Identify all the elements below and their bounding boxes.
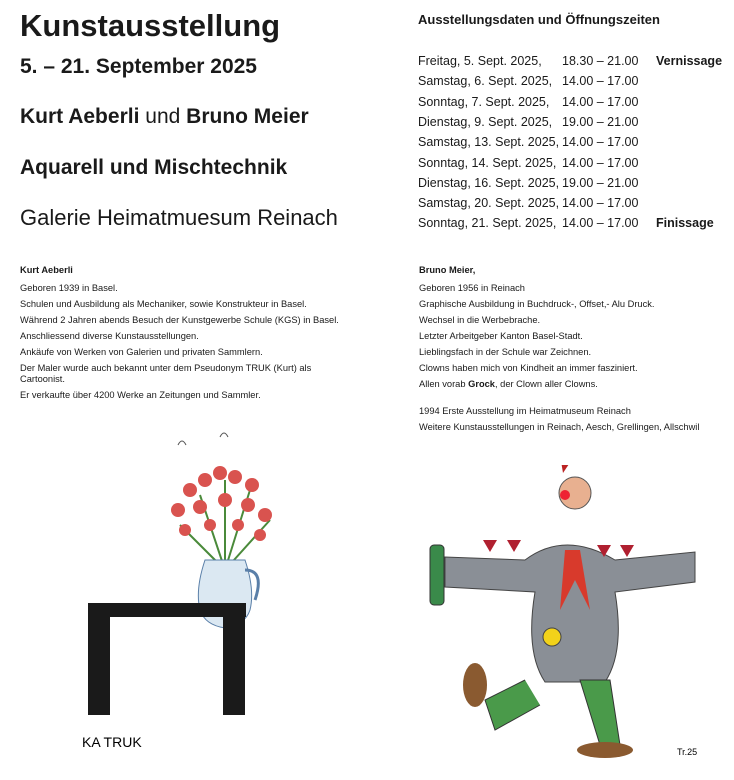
bio-line: Wechsel in die Werbebrache.: [419, 315, 541, 325]
schedule-time: 14.00 – 17.00: [562, 74, 639, 89]
exhibition-dates: 5. – 21. September 2025: [20, 55, 257, 78]
bio-line: Geboren 1939 in Basel.: [20, 283, 118, 293]
schedule-heading: Ausstellungsdaten und Öffnungszeiten: [418, 12, 660, 27]
bio-kurt: [20, 265, 340, 406]
schedule-time: 14.00 – 17.00: [562, 94, 639, 109]
clown-illustration: [415, 465, 715, 775]
schedule-date: Samstag, 20. Sept. 2025,: [418, 196, 560, 211]
signature-clown: Tr.25: [677, 747, 698, 757]
bio-line: Anschliessend diverse Kunstausstellungen.: [20, 331, 199, 341]
bio-line: Letzter Arbeitgeber Kanton Basel-Stadt.: [419, 331, 583, 341]
technique: Aquarell und Mischtechnik: [20, 156, 288, 179]
schedule-time: 14.00 – 17.00: [562, 135, 639, 150]
bio-line: Geboren 1956 in Reinach: [419, 283, 525, 293]
schedule-date: Dienstag, 9. Sept. 2025,: [418, 114, 553, 129]
schedule-note: Finissage: [656, 216, 714, 231]
bio-name: Bruno Meier,: [419, 265, 476, 275]
schedule-time: 18.30 – 21.00: [562, 54, 639, 68]
bio-line: Schulen und Ausbildung als Mechaniker, sowie Konstrukteur in Basel.: [20, 299, 307, 309]
bio-line: Allen vorab Grock, der Clown aller Clowns.: [419, 379, 598, 389]
schedule-time: 14.00 – 17.00: [562, 216, 639, 231]
schedule-date: Sonntag, 21. Sept. 2025,: [418, 216, 557, 231]
and-word: und: [145, 105, 181, 128]
bio-line: Graphische Ausbildung in Buchdruck-, Offset,- Alu Druck.: [419, 299, 655, 309]
schedule-date: Sonntag, 14. Sept. 2025,: [418, 155, 557, 170]
artist-2: Bruno Meier: [186, 105, 309, 128]
bio-line: Clowns haben mich von Kindheit an immer fasziniert.: [419, 363, 638, 373]
bio-name: Kurt Aeberli: [20, 265, 73, 275]
bio-bruno: [419, 265, 729, 438]
bio-line: Er verkaufte über 4200 Werke an Zeitungen und Sammler.: [20, 390, 261, 400]
schedule-time: 14.00 – 17.00: [562, 155, 639, 170]
schedule-time: 19.00 – 21.00: [562, 114, 639, 129]
bio-line: 1994 Erste Ausstellung im Heimatmuseum Reinach: [419, 406, 631, 416]
bio-line: Der Maler wurde auch bekannt unter dem Pseudonym TRUK (Kurt) als Cartoonist.: [20, 363, 312, 384]
bio-line: Während 2 Jahren abends Besuch der Kunstgewerbe Schule (KGS) in Basel.: [20, 315, 339, 325]
bio-line: Weitere Kunstausstellungen in Reinach, Aesch, Grellingen, Allschwil: [419, 422, 700, 432]
schedule-date: Samstag, 13. Sept. 2025,: [418, 135, 560, 150]
schedule-date: Samstag, 6. Sept. 2025,: [418, 74, 553, 89]
schedule-note: Vernissage: [656, 54, 723, 68]
schedule-date: Sonntag, 7. Sept. 2025,: [418, 94, 550, 109]
flower-vase-illustration: [60, 425, 340, 775]
schedule-time: 19.00 – 21.00: [562, 175, 639, 190]
schedule-date: Freitag, 5. Sept. 2025,: [418, 54, 542, 68]
exhibition-title: Kunstausstellung: [20, 8, 281, 43]
schedule-time: 14.00 – 17.00: [562, 196, 639, 211]
signature-katruk: KA TRUK: [82, 734, 142, 750]
artists-line: [20, 105, 309, 129]
artist-1: Kurt Aeberli: [20, 105, 140, 128]
schedule-date: Dienstag, 16. Sept. 2025,: [418, 175, 560, 190]
bio-line: Lieblingsfach in der Schule war Zeichnen.: [419, 347, 592, 357]
venue: Galerie Heimatmuesum Reinach: [20, 205, 338, 230]
bio-line: Ankäufe von Werken von Galerien und privaten Sammlern.: [20, 347, 263, 357]
